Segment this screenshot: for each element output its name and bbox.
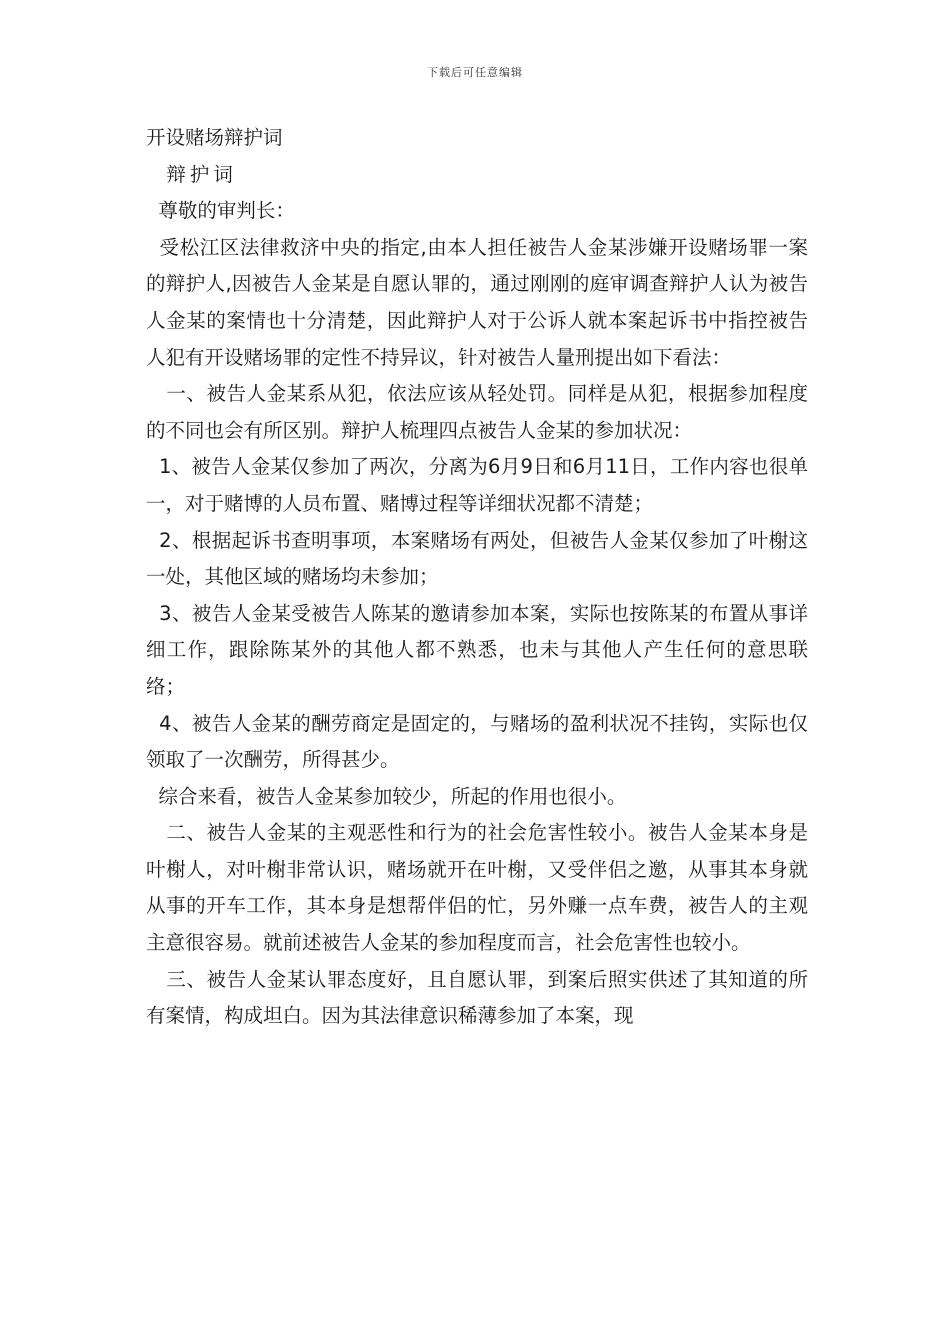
paragraph-item-2: 2、根据起诉书查明事项，本案赌场有两处，但被告人金某仅参加了叶榭这一处，其他区域的赌场均未参加； [146, 528, 808, 589]
paragraph-item-4: 4、被告人金某的酬劳商定是固定的，与赌场的盈利状况不挂钩，实际也仅领取了一次酬劳，所得甚少。 [146, 711, 808, 772]
paragraph-intro: 受松江区法律救济中央的指定,由本人担任被告人金某涉嫌开设赌场罪一案的辩护人,因被告人金某是自愿认罪的，通过刚刚的庭审调查辩护人认为被告人金某的案情也十分清楚，因此辩护人对于公诉人就本案起诉书中指控被告人犯有开设赌场罪的定性不持异议，针对被告人量刑提出如下看法： [146, 235, 808, 369]
document-body [146, 120, 808, 1035]
header-note: 下载后可任意编辑 [427, 66, 523, 79]
paragraph-point-one: 一、被告人金某系从犯，依法应该从轻处罚。同样是从犯，根据参加程度的不同也会有所区别。辩护人梳理四点被告人金某的参加状况： [146, 382, 808, 442]
document-title: 开设赌场辩护词 [146, 126, 283, 149]
paragraph-item-1: 1、被告人金某仅参加了两次，分离为6月9日和6月11日，工作内容也很单一，对于赌博的人员布置、赌博过程等详细状况都不清楚； [146, 455, 808, 515]
paragraph-point-three: 三、被告人金某认罪态度好，且自愿认罪，到案后照实供述了其知道的所有案情，构成坦白。因为其法律意识稀薄参加了本案，现 [146, 967, 808, 1028]
salutation: 尊敬的审判长： [146, 199, 295, 223]
document-subtitle: 辩护词 [146, 162, 237, 186]
paragraph-summary: 综合来看，被告人金某参加较少，所起的作用也很小。 [146, 784, 627, 808]
paragraph-point-two: 二、被告人金某的主观恶性和行为的社会危害性较小。被告人金某本身是叶榭人，对叶榭非常认识，赌场就开在叶榭，又受伴侣之邀，从事其本身就从事的开车工作，其本身是想帮伴侣的忙，另外赚一点车费，被告人的主观主意很容易。就前述被告人金某的参加程度而言，社会危害性也较小。 [146, 821, 808, 955]
paragraph-item-3: 3、被告人金某受被告人陈某的邀请参加本案，实际也按陈某的布置从事详细工作，跟除陈某外的其他人都不熟悉，也未与其他人产生任何的意思联络； [146, 601, 808, 698]
